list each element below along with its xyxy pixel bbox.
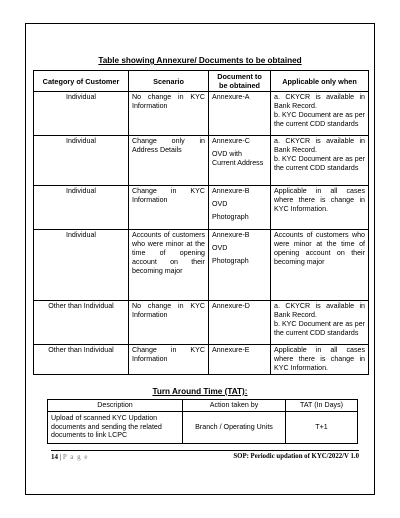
cell-category: Individual bbox=[34, 186, 129, 230]
applicable-item: Applicable in all cases where there is change in KYC Information. bbox=[274, 187, 365, 213]
cell-category: Other than Individual bbox=[34, 301, 129, 345]
document-item: Annexure-C bbox=[212, 137, 250, 146]
table-header-row bbox=[34, 71, 369, 92]
applicable-item: a. CKYCR is available in Bank Record. bbox=[274, 302, 365, 320]
cell-document bbox=[209, 136, 271, 186]
tat-description: Upload of scanned KYC Updation documents and sending the related documents to link LCPC bbox=[48, 411, 183, 443]
document-item: Annexure-D bbox=[212, 302, 250, 311]
table-row bbox=[34, 136, 369, 186]
cell-category: Other than Individual bbox=[34, 345, 129, 375]
table-row bbox=[34, 186, 369, 230]
cell-category: Individual bbox=[34, 230, 129, 301]
cell-applicable bbox=[271, 92, 369, 136]
cell-applicable bbox=[271, 345, 369, 375]
applicable-item: b. KYC Document are as per the current CDD standards bbox=[274, 154, 365, 172]
tat-table bbox=[47, 399, 358, 444]
document-item: Photograph bbox=[212, 256, 249, 265]
header-document: Document to be obtained bbox=[209, 71, 271, 92]
footer-page bbox=[51, 453, 89, 461]
applicable-item: Applicable in all cases where there is change in KYC Information. bbox=[274, 346, 365, 372]
applicable-item: b. KYC Document are as per the current CDD standards bbox=[274, 319, 365, 337]
cell-document bbox=[209, 186, 271, 230]
cell-scenario: No change in KYC Information bbox=[129, 92, 209, 136]
tat-header-row bbox=[48, 400, 358, 412]
header-applicable: Applicable only when bbox=[271, 71, 369, 92]
document-item: Annexure-E bbox=[212, 346, 250, 355]
header-category: Category of Customer bbox=[34, 71, 129, 92]
tat-header-days: TAT (In Days) bbox=[286, 400, 358, 412]
table-row bbox=[34, 301, 369, 345]
cell-scenario: Change in KYC Information bbox=[129, 186, 209, 230]
table-row bbox=[34, 92, 369, 136]
tat-days: T+1 bbox=[286, 411, 358, 443]
tat-action: Branch / Operating Units bbox=[183, 411, 286, 443]
cell-category: Individual bbox=[34, 92, 129, 136]
applicable-item: a. CKYCR is available in Bank Record. bbox=[274, 137, 365, 155]
table-row bbox=[34, 230, 369, 301]
document-item: Annexure-B bbox=[212, 231, 250, 240]
cell-scenario: Change in KYC Information bbox=[129, 345, 209, 375]
cell-applicable bbox=[271, 230, 369, 301]
table-row bbox=[34, 345, 369, 375]
tat-header-action: Action taken by bbox=[183, 400, 286, 412]
document-item: OVD with Current Address bbox=[212, 150, 264, 167]
header-scenario: Scenario bbox=[129, 71, 209, 92]
page-label: P a g e bbox=[62, 453, 89, 461]
cell-document bbox=[209, 345, 271, 375]
cell-scenario: Change only in Address Details bbox=[129, 136, 209, 186]
cell-scenario: No change in KYC Information bbox=[129, 301, 209, 345]
cell-applicable bbox=[271, 186, 369, 230]
cell-document bbox=[209, 301, 271, 345]
cell-document bbox=[209, 230, 271, 301]
cell-category: Individual bbox=[34, 136, 129, 186]
document-item: Photograph bbox=[212, 212, 249, 221]
cell-document bbox=[209, 92, 271, 136]
tat-header-description: Description bbox=[48, 400, 183, 412]
applicable-item: a. CKYCR is available in Bank Record. bbox=[274, 93, 365, 111]
table-title: Table showing Annexure/ Documents to be obtained bbox=[98, 56, 302, 65]
page-number: 14 bbox=[51, 453, 58, 461]
document-item: OVD bbox=[212, 200, 228, 209]
applicable-item: Accounts of customers who were minor at the time of opening account on their becoming major bbox=[274, 231, 365, 266]
tat-title: Turn Around Time (TAT): bbox=[152, 387, 248, 396]
footer-doc-ref: SOP: Periodic updation of KYC/2022/V 1.0 bbox=[233, 453, 359, 460]
applicable-item: b. KYC Document are as per the current CDD standards bbox=[274, 110, 365, 128]
document-item: Annexure-A bbox=[212, 93, 250, 102]
document-item: OVD bbox=[212, 244, 228, 253]
page-separator: | bbox=[58, 453, 63, 461]
cell-scenario: Accounts of customers who were minor at the time of opening account on their becoming major bbox=[129, 230, 209, 301]
cell-applicable bbox=[271, 136, 369, 186]
tat-row bbox=[48, 411, 358, 443]
annexure-table bbox=[33, 70, 369, 375]
document-item: Annexure-B bbox=[212, 187, 250, 196]
cell-applicable bbox=[271, 301, 369, 345]
footer-rule bbox=[51, 450, 359, 451]
